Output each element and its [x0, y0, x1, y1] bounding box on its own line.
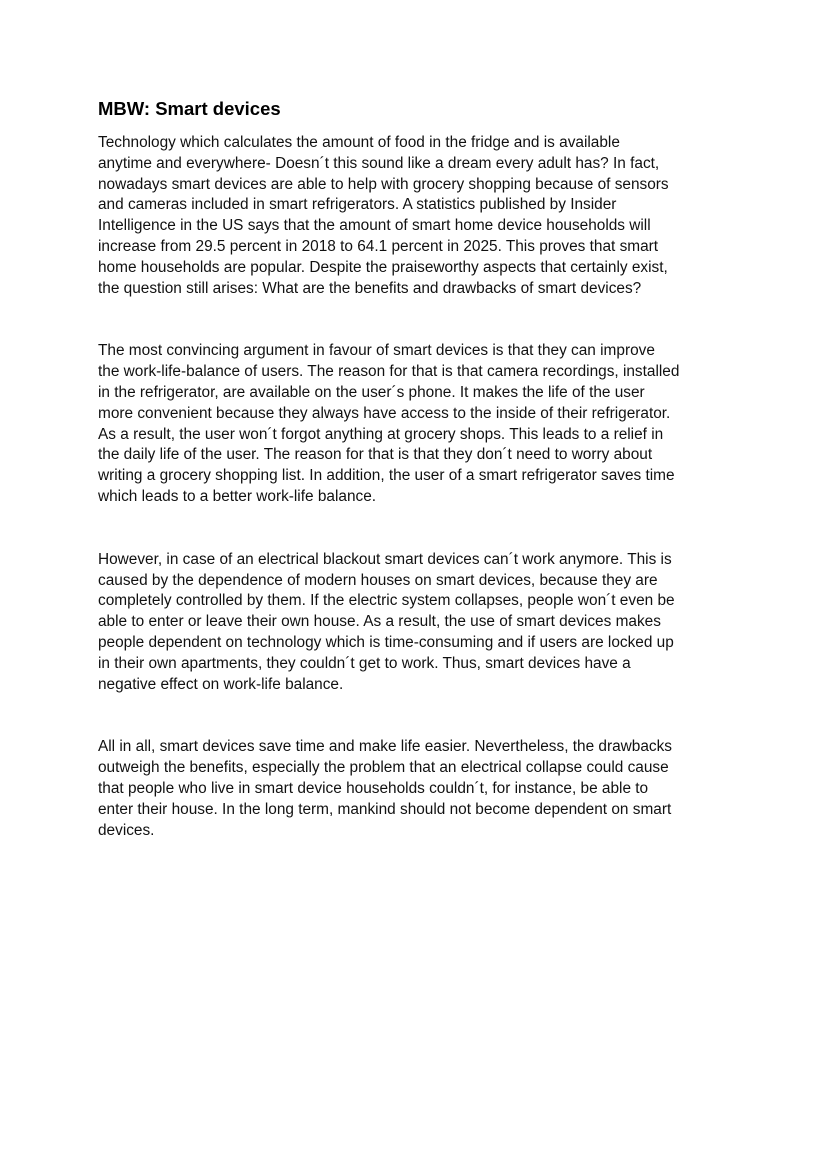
paragraph-argument-benefits [98, 341, 738, 507]
paragraph-spacer [98, 508, 738, 550]
text-line: enter their house. In the long term, mankind should not become dependent on smart [98, 800, 672, 818]
text-line: Technology which calculates the amount of food in the fridge and is available [98, 134, 620, 151]
text-line: increase from 29.5 percent in 2018 to 64.1 percent in 2025. This proves that smart [98, 237, 659, 255]
text-line: the work-life-balance of users. The reason for that is that camera recordings, installed [98, 363, 680, 381]
text-line: writing a grocery shopping list. In addition, the user of a smart refrigerator saves time [98, 467, 675, 485]
text-line: completely controlled by them. If the electric system collapses, people won´t even be [98, 592, 675, 610]
text-line: negative effect on work-life balance. [98, 675, 344, 693]
text-line: nowadays smart devices are able to help with grocery shopping because of sensors [98, 175, 669, 193]
paragraph-spacer [98, 299, 738, 341]
paragraph-introduction [98, 133, 738, 299]
paragraph-conclusion [98, 737, 738, 841]
text-line: caused by the dependence of modern houses on smart devices, because they are [98, 571, 658, 589]
document-page [98, 98, 738, 841]
text-line: in the refrigerator, are available on the user´s phone. It makes the life of the user [98, 383, 645, 401]
text-line: As a result, the user won´t forgot anything at grocery shops. This leads to a relief in [98, 425, 664, 443]
document-title: MBW: Smart devices [98, 98, 281, 119]
text-line: the daily life of the user. The reason for that is that they don´t need to worry about [98, 446, 653, 464]
text-line: Intelligence in the US says that the amount of smart home device households will [98, 217, 651, 235]
text-line: However, in case of an electrical blackout smart devices can´t work anymore. This is [98, 550, 672, 568]
text-line: able to enter or leave their own house. As a result, the use of smart devices makes [98, 613, 661, 631]
text-line: that people who live in smart device households couldn´t, for instance, be able to [98, 779, 649, 797]
text-line: anytime and everywhere- Doesn´t this sound like a dream every adult has? In fact, [98, 154, 660, 172]
text-line: The most convincing argument in favour of smart devices is that they can improve [98, 342, 655, 360]
text-line: All in all, smart devices save time and make life easier. Nevertheless, the drawbacks [98, 738, 672, 756]
text-line: in their own apartments, they couldn´t get to work. Thus, smart devices have a [98, 654, 631, 672]
paragraph-argument-drawbacks [98, 550, 738, 696]
paragraph-spacer [98, 695, 738, 737]
text-line: and cameras included in smart refrigerators. A statistics published by Insider [98, 196, 617, 214]
text-line: which leads to a better work-life balance. [98, 487, 377, 505]
text-line: the question still arises: What are the benefits and drawbacks of smart devices? [98, 279, 642, 297]
text-line: home households are popular. Despite the praiseworthy aspects that certainly exist, [98, 258, 668, 276]
text-line: people dependent on technology which is time-consuming and if users are locked up [98, 633, 674, 651]
text-line: devices. [98, 821, 155, 839]
text-line: more convenient because they always have access to the inside of their refrigerator. [98, 404, 671, 422]
text-line: outweigh the benefits, especially the problem that an electrical collapse could cause [98, 759, 669, 777]
